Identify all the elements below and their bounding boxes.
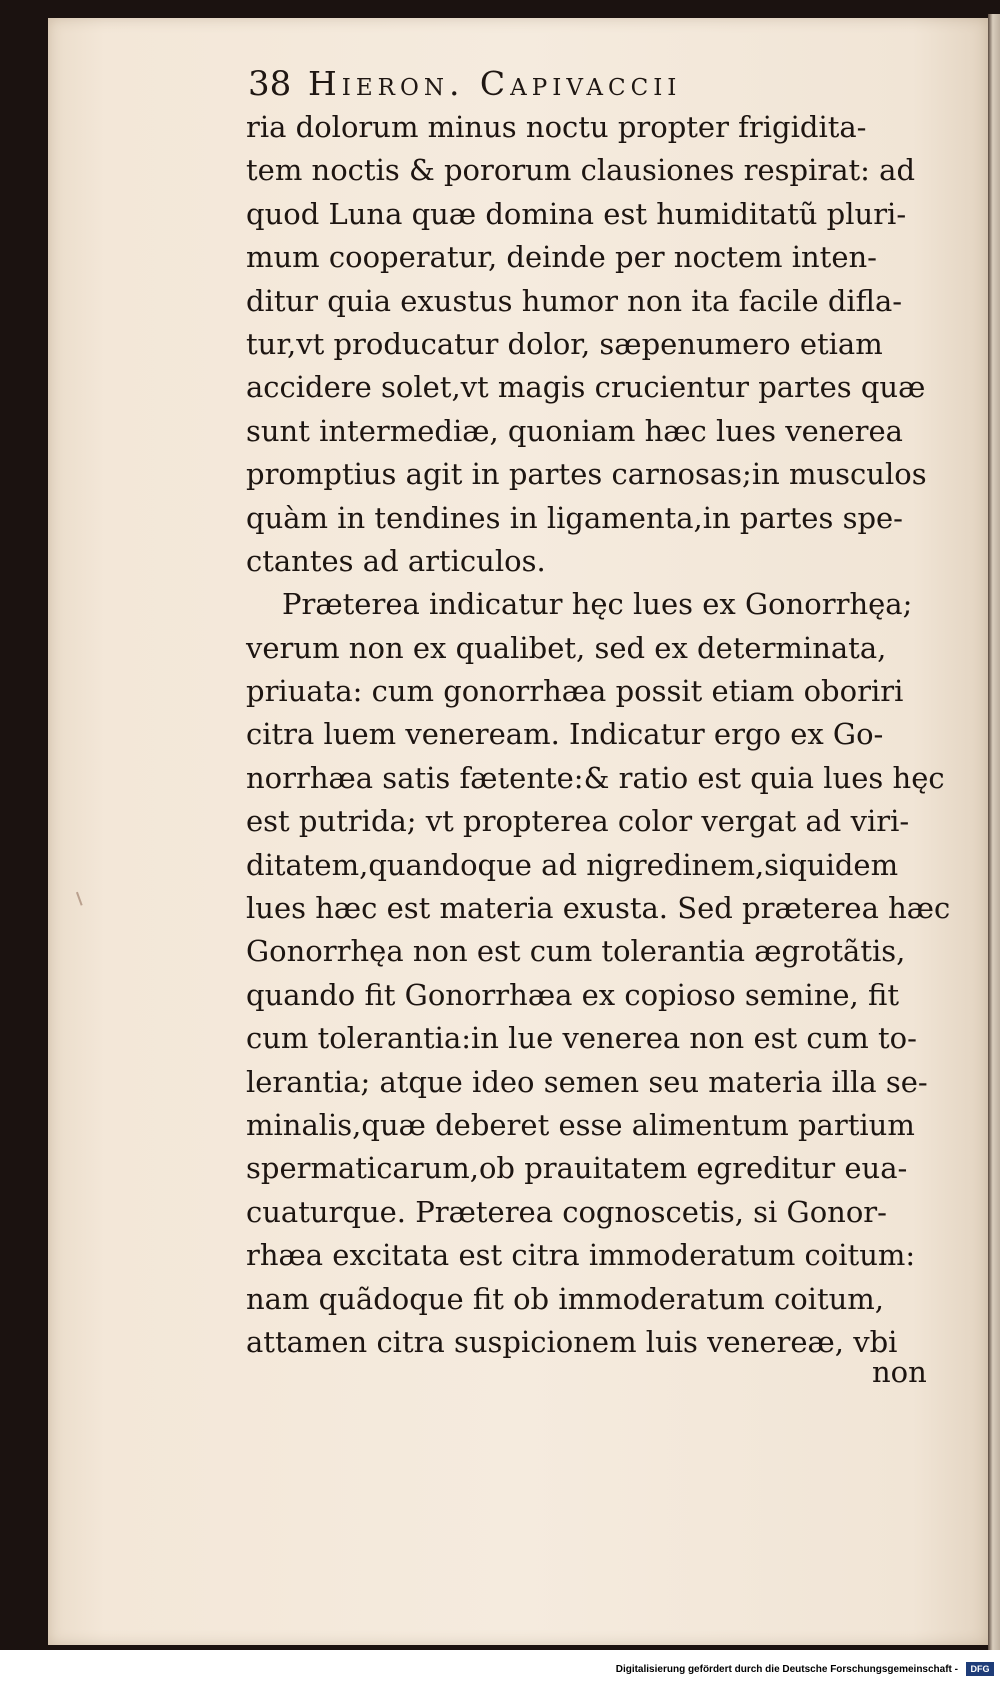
text-line: accidere solet,vt magis crucientur partes quæ [246,370,926,405]
text-line: Gonorrhęa non est cum tolerantia ægrotãtis, [246,934,906,969]
text-line: minalis,quæ deberet esse alimentum partium [246,1107,915,1142]
text-line: ria dolorum minus noctu propter frigidita- [246,110,867,144]
text-line: rhæa excitata est citra immoderatum coitum: [246,1238,916,1273]
text-line: cum tolerantia:in lue venerea non est cum to- [246,1021,917,1056]
running-head [248,62,888,106]
text-line: promptius agit in partes carnosas;in musculos [246,457,927,492]
text-line: sunt intermediæ, quoniam hæc lues venerea [246,413,903,448]
text-line: quod Luna quæ domina est humiditatũ pluri- [246,196,907,231]
text-line: verum non ex qualibet, sed ex determinata, [246,630,887,665]
text-line: norrhæa satis fætente:& ratio est quia lues hęc [246,760,945,795]
text-line: citra luem veneream. Indicatur ergo ex Go- [246,717,884,752]
page-number: 38 [248,64,292,104]
footer-bar [0,1650,1000,1683]
text-block [246,106,958,1364]
dfg-logo: DFG [966,1662,994,1676]
catchword: non [872,1355,927,1389]
text-line: lerantia; atque ideo semen seu materia illa se- [246,1064,928,1099]
running-title: Hieron. Capivaccii [308,64,682,103]
text-line: quàm in tendines in ligamenta,in partes spe- [246,500,903,535]
text-line: quando fit Gonorrhæa ex copioso semine, fit [246,977,899,1012]
text-line: spermaticarum,ob prauitatem egreditur eua- [246,1151,908,1186]
text-line: est putrida; vt propterea color vergat ad viri- [246,804,910,839]
text-line: ditur quia exustus humor non ita facile difla- [246,283,903,318]
text-line: tur,vt producatur dolor, sæpenumero etiam [246,326,883,361]
text-line: cuaturque. Præterea cognoscetis, si Gonor- [246,1194,887,1229]
text-line: ditatem,quandoque ad nigredinem,siquidem [246,847,899,882]
text-line: mum cooperatur, deinde per noctem inten- [246,240,877,275]
page-edge [988,14,1000,1650]
text-line: ctantes ad articulos. [246,543,546,578]
text-line: nam quãdoque fit ob immoderatum coitum, [246,1281,884,1316]
text-line: attamen citra suspicionem luis venereæ, vbi [246,1324,898,1359]
text-line: priuata: cum gonorrhæa possit etiam oboriri [246,674,904,709]
text-line: lues hæc est materia exusta. Sed præterea hæc [246,891,951,926]
digitization-credit: Digitalisierung gefördert durch die Deutsche Forschungsgemeinschaft - [615,1664,958,1675]
text-line: Præterea indicatur hęc lues ex Gonorrhęa; [282,587,913,622]
text-line: tem noctis & pororum clausiones respirat: ad [246,153,916,188]
